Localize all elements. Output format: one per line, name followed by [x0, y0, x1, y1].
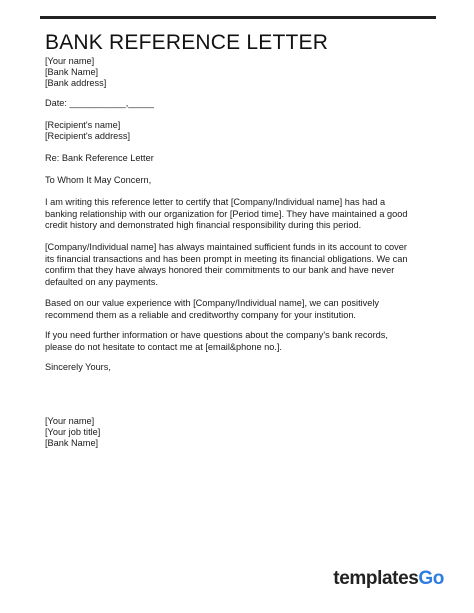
date-line: Date: ___________,_____	[45, 98, 154, 108]
body-paragraph: Based on our value experience with [Company/Individual name], we can positively recommend them as a reliable and creditworthy company for your institution.	[45, 298, 379, 320]
body-paragraph: If you need further information or have questions about the company's bank records, please do not hesitate to contact me at [email&phone no.].	[45, 330, 388, 352]
sender-name: [Your name]	[45, 56, 95, 66]
closing: Sincerely Yours,	[45, 362, 111, 372]
recipient-name: [Recipient's name]	[45, 120, 121, 130]
sender-bank-name: [Bank Name]	[45, 67, 99, 77]
signature-job-title: [Your job title]	[45, 427, 101, 437]
body-paragraph: [Company/Individual name] has always maintained sufficient funds in its account to cover its financial transactions and has been prompt in meeting its financial obligations. We can confirm that they have always honored their commitments to our bank and have never defaulted on any payments.	[45, 242, 408, 287]
templatesgo-logo	[333, 568, 444, 590]
salutation: To Whom It May Concern,	[45, 175, 152, 185]
signature-bank-name: [Bank Name]	[45, 438, 99, 448]
logo-text-templates: templates	[333, 568, 419, 589]
signature-name: [Your name]	[45, 416, 95, 426]
body-paragraph: I am writing this reference letter to certify that [Company/Individual name] has had a banking relationship with our organization for [Period time]. They have maintained a good credit history and demonstrated high financial responsibility during this period.	[45, 197, 408, 231]
logo-text-go: Go	[418, 568, 444, 589]
recipient-address: [Recipient's address]	[45, 131, 130, 141]
letter-title: BANK REFERENCE LETTER	[45, 31, 329, 54]
top-divider	[40, 16, 436, 19]
subject-line: Re: Bank Reference Letter	[45, 153, 154, 163]
sender-bank-address: [Bank address]	[45, 78, 107, 88]
